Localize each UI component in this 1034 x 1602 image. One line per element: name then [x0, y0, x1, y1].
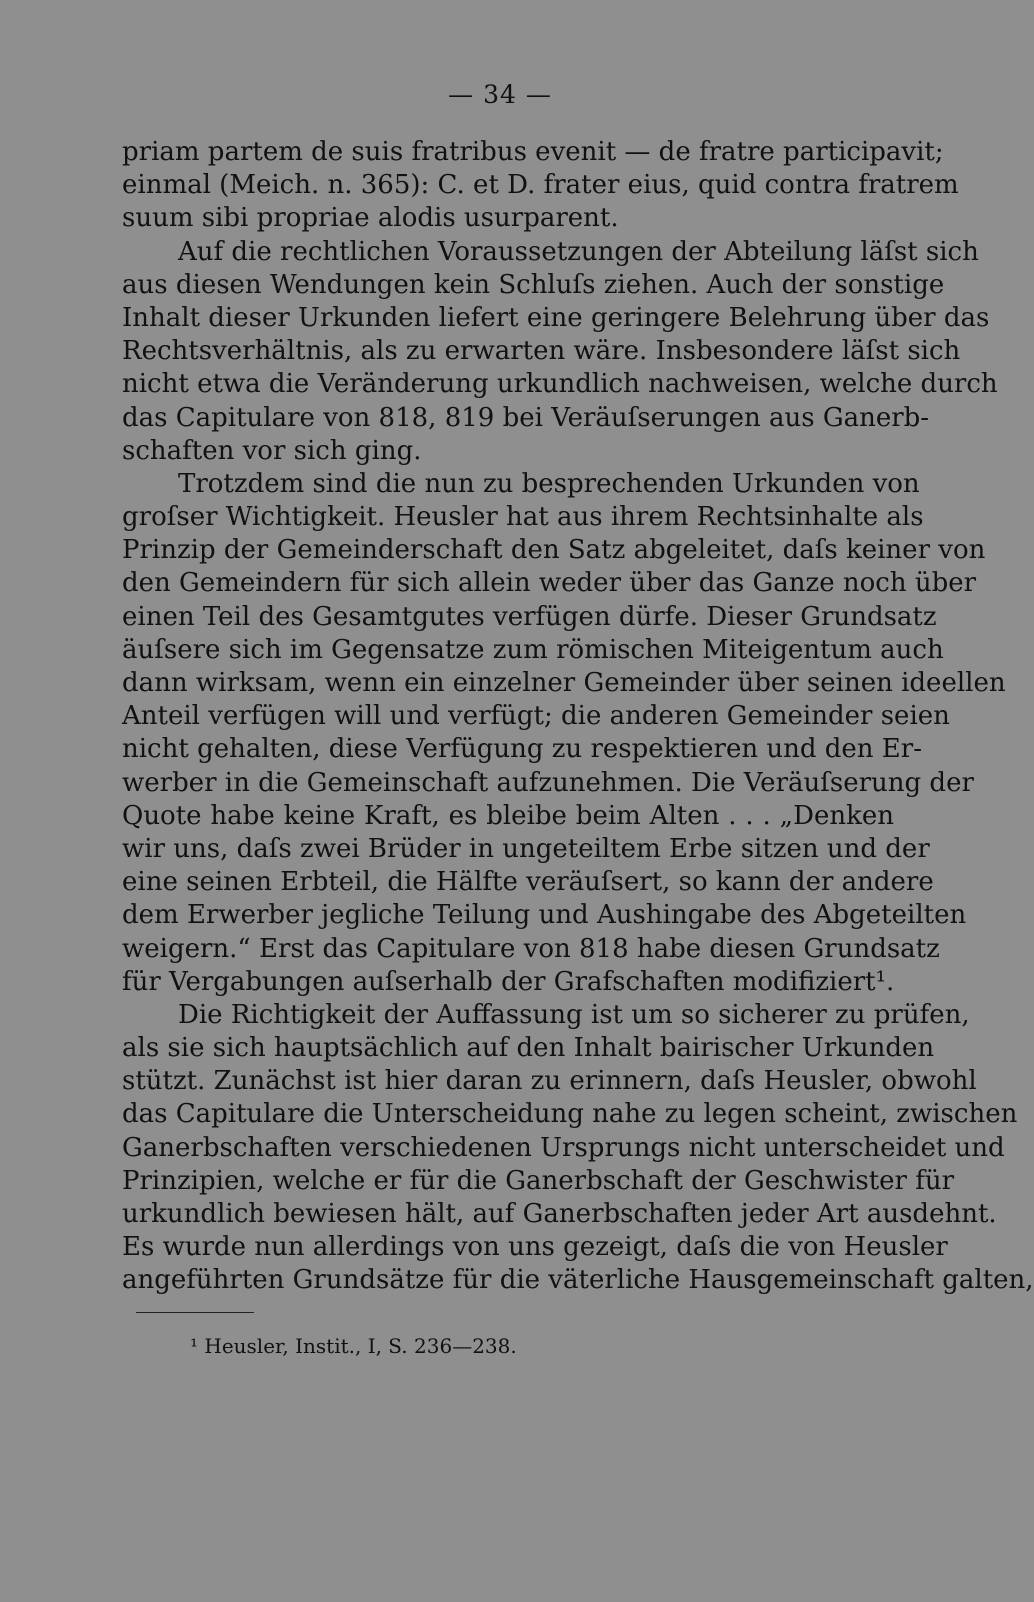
text-line: Prinzip der Gemeinderschaft den Satz abgeleitet, daſs keiner von [122, 535, 986, 566]
footnote: ¹ Heusler, Instit., I, S. 236—238. [190, 1334, 517, 1358]
text-line: suum sibi propriae alodis usurparent. [122, 203, 619, 234]
text-line: nicht etwa die Veränderung urkundlich nachweisen, welche durch [122, 369, 998, 400]
text-line: stützt. Zunächst ist hier daran zu erinnern, daſs Heusler, obwohl [122, 1066, 977, 1097]
text-line: werber in die Gemeinschaft aufzunehmen. Die Veräuſserung der [122, 767, 974, 798]
text-line: groſser Wichtigkeit. Heusler hat aus ihrem Rechtsinhalte als [122, 502, 924, 533]
text-line: eine seinen Erbteil, die Hälfte veräuſsert, so kann der andere [122, 867, 934, 898]
text-line: Rechtsverhältnis, als zu erwarten wäre. Insbesondere läſst sich [122, 336, 961, 367]
text-line: schaften vor sich ging. [122, 435, 422, 466]
text-line: als sie sich hauptsächlich auf den Inhalt bairischer Urkunden [122, 1033, 935, 1064]
text-line: einmal (Meich. n. 365): C. et D. frater eius, quid contra fratrem [122, 170, 959, 201]
text-line: Inhalt dieser Urkunden liefert eine geringere Belehrung über das [122, 302, 990, 333]
text-line: nicht gehalten, diese Verfügung zu respektieren und den Er- [122, 734, 922, 765]
footnote-divider [136, 1312, 254, 1313]
text-line: für Vergabungen auſserhalb der Grafschaften modifiziert¹. [122, 966, 895, 997]
text-line: weigern.“ Erst das Capitulare von 818 habe diesen Grundsatz [122, 933, 940, 964]
text-line: Die Richtigkeit der Auffassung ist um so sicherer zu prüfen, [178, 999, 970, 1030]
text-line: Auf die rechtlichen Voraussetzungen der Abteilung läſst sich [178, 236, 979, 267]
text-line: dem Erwerber jegliche Teilung und Aushingabe des Abgeteilten [122, 900, 967, 931]
text-line: äuſsere sich im Gegensatze zum römischen Miteigentum auch [122, 634, 944, 665]
text-line: Quote habe keine Kraft, es bleibe beim Alten . . . „Denken [122, 800, 894, 831]
text-line: einen Teil des Gesamtgutes verfügen dürfe. Dieser Grundsatz [122, 601, 937, 632]
text-line: dann wirksam, wenn ein einzelner Gemeinder über seinen ideellen [122, 668, 1006, 698]
text-line: das Capitulare die Unterscheidung nahe zu legen scheint, zwischen [122, 1099, 1018, 1130]
body-text [122, 136, 1034, 1298]
text-line: aus diesen Wendungen kein Schluſs ziehen. Auch der sonstige [122, 269, 945, 300]
text-line: Trotzdem sind die nun zu besprechenden Urkunden von [178, 468, 920, 499]
text-line: Ganerbschaften verschiedenen Ursprungs nicht unterscheidet und [122, 1132, 1005, 1163]
text-line: priam partem de suis fratribus evenit — de fratre participavit; [122, 137, 944, 167]
text-line: Prinzipien, welche er für die Ganerbschaft der Geschwister für [122, 1165, 955, 1196]
text-line: das Capitulare von 818, 819 bei Veräuſserungen aus Ganerb- [122, 402, 930, 433]
text-line: Es wurde nun allerdings von uns gezeigt, daſs die von Heusler [122, 1232, 948, 1263]
text-line: angeführten Grundsätze für die väterliche Hausgemeinschaft galten, [122, 1265, 1034, 1296]
text-line: wir uns, daſs zwei Brüder in ungeteiltem Erbe sitzen und der [122, 833, 930, 864]
page-number: — 34 — [448, 80, 552, 109]
text-line: urkundlich bewiesen hält, auf Ganerbschaften jeder Art ausdehnt. [122, 1199, 997, 1229]
text-line: den Gemeindern für sich allein weder über das Ganze noch über [122, 568, 977, 599]
text-line: Anteil verfügen will und verfügt; die anderen Gemeinder seien [122, 701, 950, 732]
